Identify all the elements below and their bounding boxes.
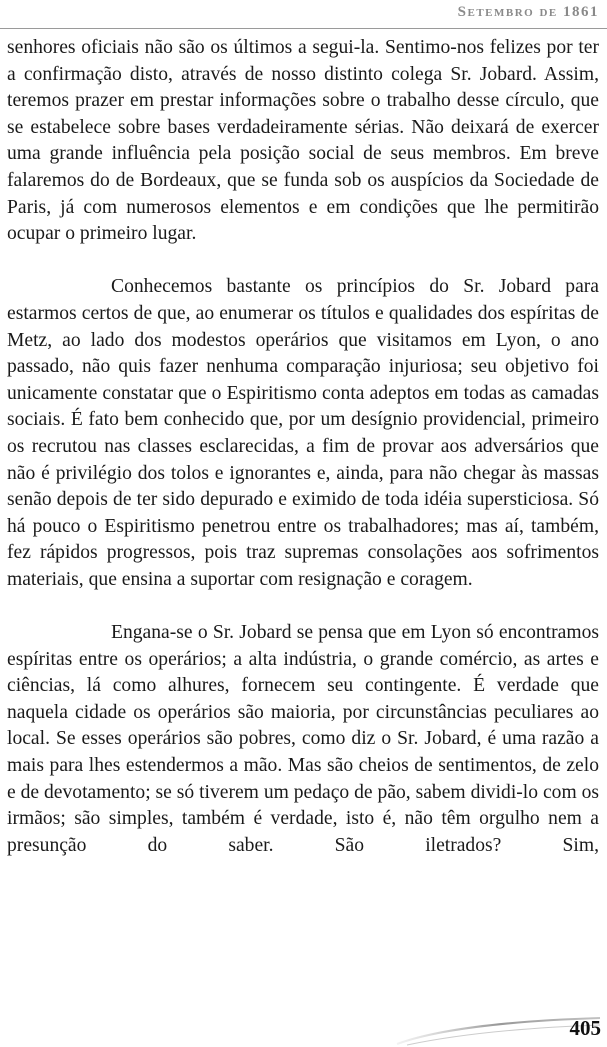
page-number: 405 [569, 1016, 601, 1040]
page-body [7, 35, 599, 859]
header-rule [0, 28, 607, 29]
paragraph-2: Conhecemos bastante os princípios do Sr. Jobard para estarmos certos de que, ao enumerar os títulos e qualidades dos espíritas de Metz, ao lado dos modestos operários que visitamos em Lyon, o ano passado, não quis fazer nenhuma comparação injuriosa; seu objetivo foi unicamente constatar que o Espiritismo conta adeptos em todas as camadas sociais. É fato bem conhecido que, por um desígnio providencial, primeiro os recrutou nas classes esclarecidas, a fim de provar aos adversários que não é privilégio dos tolos e ignorantes e, ainda, para não chegar às massas senão depois de ter sido depurado e eximido de toda idéia supersticiosa. Só há pouco o Espiritismo penetrou entre os trabalhadores; mas aí, também, fez rápidos progressos, pois traz supremas consolações aos sofrimentos materiais, que ensina a suportar com resignação e coragem. [7, 276, 599, 590]
paragraph-1: senhores oficiais não são os últimos a segui-la. Sentimo-nos felizes por ter a confirmação disto, através de nosso distinto colega Sr. Jobard. Assim, teremos prazer em prestar informações sobre o trabalho desse círculo, que se estabelece sobre bases verdadeiramente sérias. Não deixará de exercer uma grande influência pela posição social de seus membros. Em breve falaremos do de Bordeaux, que se funda sob os auspícios da Sociedade de Paris, já com numerosos elementos e em condições que lhe permitirão ocupar o primeiro lugar. [7, 37, 599, 245]
paragraph-3: Engana-se o Sr. Jobard se pensa que em Lyon só encontramos espíritas entre os operários; a alta indústria, o grande comércio, as artes e ciências, lá como alhures, fornecem seu contingente. É verdade que naquela cidade os operários são maioria, por circunstâncias peculiares ao local. Se esses operários são pobres, como diz o Sr. Jobard, é uma razão a mais para lhes estendermos a mão. Mas são cheios de sentimentos, de zelo e de devotamento; se só tiverem um pedaço de pão, sabem dividi-lo com os irmãos; são simples, também é verdade, isto é, não têm orgulho nem a presunção do saber. São iletrados? Sim, [7, 622, 600, 856]
running-title: Setembro de 1861 [457, 4, 599, 20]
